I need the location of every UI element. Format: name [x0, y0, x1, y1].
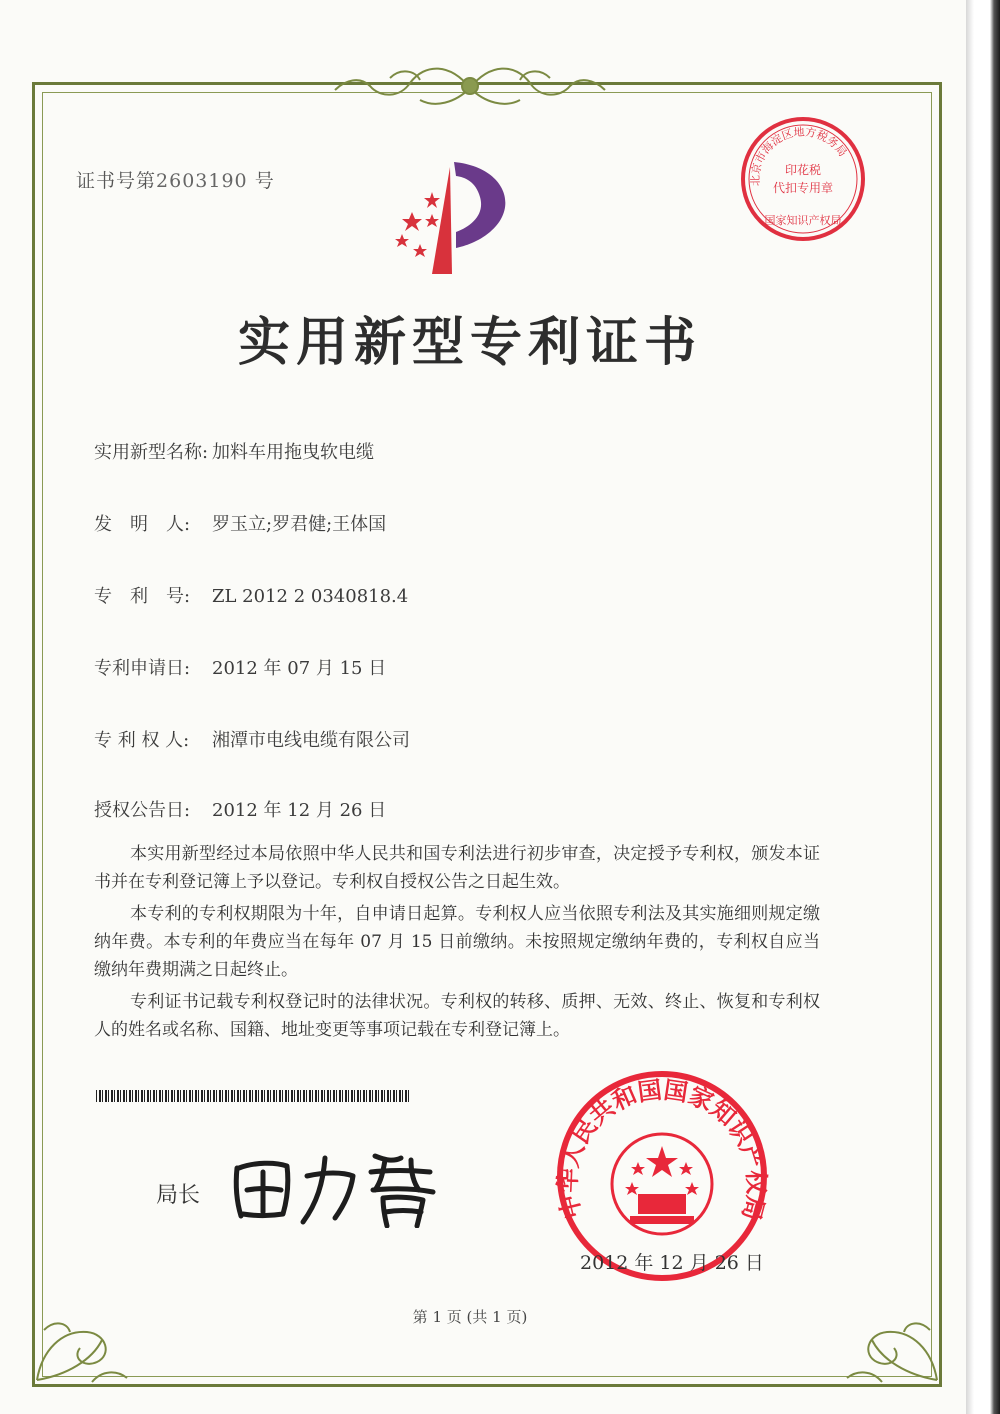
tax-stamp-line1: 印花税	[784, 163, 822, 177]
tax-stamp-outer-text: 北京市海淀区地方税务局	[748, 125, 850, 187]
body-paragraph: 专利证书记载专利权登记时的法律状况。专利权的转移、质押、无效、终止、恢复和专利权人的姓名或名称、国籍、地址变更等事项记载在专利登记簿上。	[94, 992, 820, 1040]
field-utility-model-name	[94, 438, 374, 464]
page-number: 第 1 页 (共 1 页)	[412, 1308, 528, 1326]
national-emblem	[625, 1146, 699, 1224]
field-label: 授权公告日:	[94, 800, 191, 821]
field-value: 罗玉立;罗君健;王体国	[212, 514, 387, 535]
seal-date: 2012 年 12 月 26 日	[580, 1252, 764, 1274]
field-value: 加料车用拖曳软电缆	[212, 442, 374, 463]
tax-stamp	[738, 114, 868, 244]
barcode	[96, 1090, 410, 1102]
tax-stamp-line2: 代扣专用章	[772, 181, 834, 195]
field-label: 实用新型名称:	[94, 442, 209, 463]
scan-edge	[966, 0, 1000, 1414]
bottom-left-ornament	[32, 1270, 142, 1388]
field-value: ZL 2012 2 0340818.4	[212, 586, 409, 607]
field-inventors	[94, 510, 386, 536]
field-application-date	[94, 654, 386, 680]
field-patent-number	[94, 582, 408, 608]
director-signature	[225, 1138, 445, 1228]
certificate-number-suffix: 号	[254, 170, 275, 192]
bottom-right-ornament	[832, 1270, 942, 1388]
body-paragraph: 本专利的专利权期限为十年，自申请日起算。专利权人应当依照专利法及其实施细则规定缴纳年费。本专利的年费应当在每年 07 月 15 日前缴纳。未按照规定缴纳年费的，专利权自应当缴纳年费期满之日起终止。	[94, 904, 820, 980]
certificate-number-label: 证书号第	[76, 170, 157, 192]
field-label: 发 明 人:	[94, 514, 191, 535]
field-grant-date	[94, 796, 386, 822]
field-label: 专 利 权 人:	[94, 730, 190, 751]
director-label: 局长	[156, 1183, 201, 1208]
body-paragraph: 本实用新型经过本局依照中华人民共和国专利法进行初步审查，决定授予专利权，颁发本证书并在专利登记簿上予以登记。专利权自授权公告之日起生效。	[94, 844, 820, 892]
field-patentee	[94, 726, 410, 752]
seal-arc-text: 中华人民共和国国家知识产权局	[553, 1075, 771, 1224]
field-value: 2012 年 07 月 15 日	[212, 658, 387, 679]
certificate-body	[94, 840, 820, 1048]
top-ornament	[330, 58, 610, 118]
field-value: 2012 年 12 月 26 日	[212, 800, 387, 821]
field-label: 专 利 号:	[94, 586, 191, 607]
field-value: 湘潭市电线电缆有限公司	[212, 730, 410, 751]
certificate-number	[76, 166, 275, 193]
field-label: 专利申请日:	[94, 658, 191, 679]
tax-stamp-bottom-text: 国家知识产权局	[764, 214, 842, 227]
certificate-number-value: 2603190	[156, 170, 248, 192]
page-title: 实用新型专利证书	[237, 313, 702, 373]
patent-office-logo	[380, 152, 530, 282]
